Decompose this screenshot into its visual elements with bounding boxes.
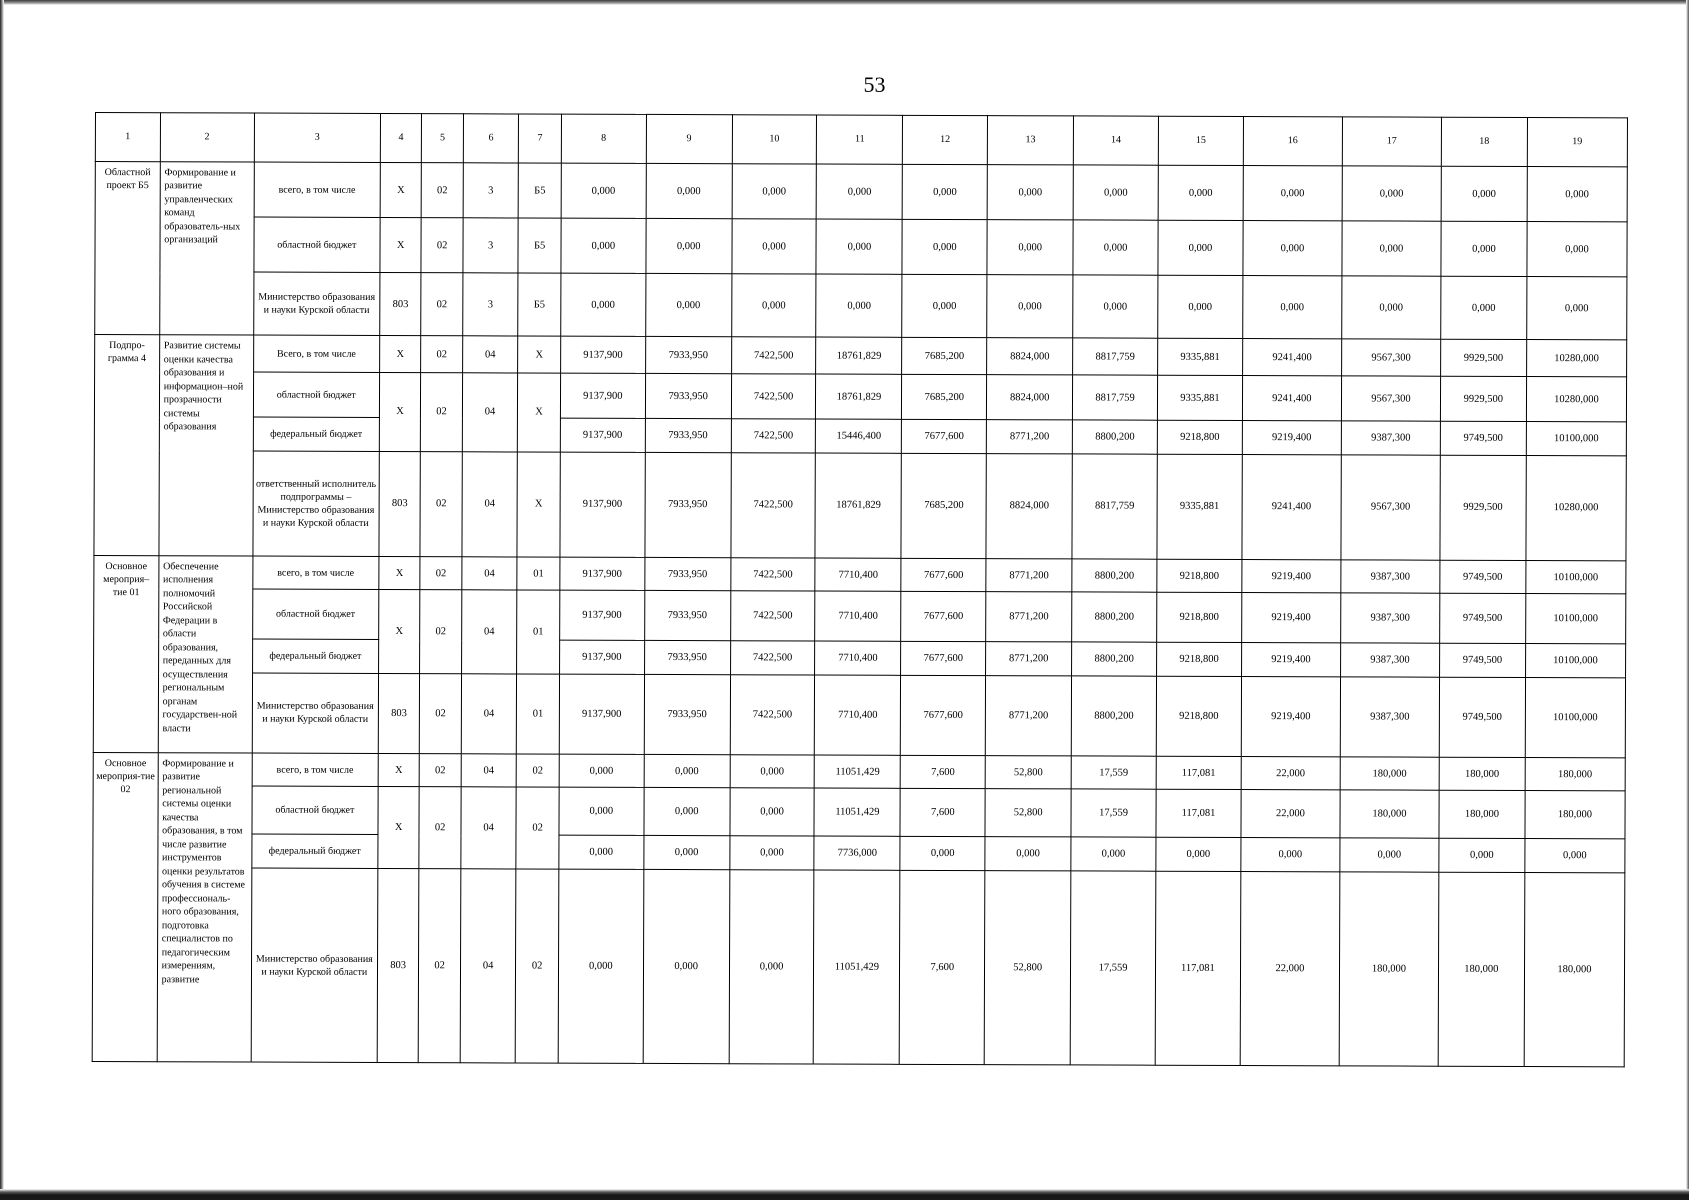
code-c5-cell: 02	[420, 753, 462, 787]
code-c7-cell: X	[518, 336, 561, 373]
value-cell: 7933,950	[645, 337, 731, 374]
value-cell: 0,000	[561, 218, 646, 273]
header-cell: 19	[1527, 117, 1627, 166]
value-cell: 0,000	[730, 788, 815, 836]
program-code-cell: Основное мероприя-тие 02	[92, 752, 158, 1061]
value-cell: 0,000	[646, 163, 732, 218]
header-cell: 18	[1441, 117, 1527, 166]
value-cell: 7685,200	[901, 453, 986, 558]
value-cell: 0,000	[817, 164, 903, 219]
code-c7-cell: X	[518, 373, 561, 452]
code-c5-cell: 02	[420, 674, 462, 754]
value-cell: 11051,429	[815, 755, 901, 789]
value-cell: 15446,400	[816, 419, 902, 453]
code-c4-cell: X	[378, 787, 420, 869]
value-cell: 0,000	[732, 219, 817, 274]
value-cell: 11051,429	[814, 788, 900, 836]
funding-source-cell: федеральный бюджет	[253, 417, 379, 451]
program-code-cell: Подпро-грамма 4	[94, 335, 159, 556]
table-row	[94, 450, 1626, 560]
program-name-cell: Обеспечение исполнения полномочий Российской Федерации в области образования, переданных для осуществления региональным органам государствен-ной власти	[158, 556, 253, 753]
code-c7-cell: X	[517, 452, 560, 557]
value-cell: 7677,600	[901, 592, 986, 642]
value-cell: 7710,400	[815, 558, 901, 592]
header-cell: 6	[463, 114, 519, 163]
value-cell: 180,000	[1340, 790, 1439, 838]
code-c5-cell: 02	[420, 590, 462, 674]
value-cell: 8771,200	[986, 592, 1072, 642]
value-cell: 10100,000	[1525, 678, 1625, 758]
value-cell: 7933,950	[644, 675, 730, 755]
table-row	[93, 673, 1625, 758]
value-cell: 7677,600	[902, 419, 987, 453]
value-cell: 180,000	[1524, 873, 1625, 1067]
value-cell: 17,559	[1071, 789, 1156, 837]
value-cell: 0,000	[900, 837, 985, 871]
value-cell: 10100,000	[1525, 644, 1625, 678]
value-cell: 180,000	[1525, 791, 1625, 839]
code-c5-cell: 02	[421, 273, 463, 336]
value-cell: 9137,900	[560, 557, 645, 591]
scan-edge-top	[0, 0, 1689, 5]
code-c7-cell: 01	[517, 590, 560, 674]
funding-source-cell: федеральный бюджет	[252, 640, 378, 674]
code-c7-cell: 02	[517, 754, 560, 788]
funding-source-cell: областной бюджет	[252, 590, 378, 640]
value-cell: 8824,000	[987, 338, 1073, 375]
value-cell: 17,559	[1071, 756, 1156, 790]
value-cell: 7677,600	[901, 642, 986, 676]
value-cell: 7677,600	[901, 675, 986, 755]
value-cell: 9137,900	[560, 373, 645, 418]
header-cell: 7	[519, 114, 562, 163]
funding-source-cell: Министерство образования и науки Курской области	[252, 673, 379, 753]
value-cell: 9335,881	[1157, 375, 1242, 420]
value-cell: 0,000	[987, 220, 1073, 275]
value-cell: 0,000	[559, 788, 644, 836]
code-c5-cell: 02	[419, 869, 461, 1063]
funding-source-cell: Министерство образования и науки Курской области	[253, 272, 380, 336]
value-cell: 0,000	[985, 837, 1071, 871]
funding-source-cell: всего, в том числе	[252, 556, 378, 590]
code-c6-cell: 04	[462, 373, 518, 452]
value-cell: 7422,500	[730, 641, 815, 675]
code-c7-cell: 01	[517, 557, 560, 591]
code-c4-cell: X	[380, 336, 422, 373]
value-cell: 0,000	[644, 836, 730, 870]
value-cell: 9387,300	[1340, 643, 1439, 677]
value-cell: 0,000	[1439, 839, 1525, 873]
header-cell: 3	[254, 113, 380, 162]
header-cell: 13	[988, 116, 1074, 165]
value-cell: 9387,300	[1341, 421, 1440, 455]
value-cell: 9219,400	[1242, 421, 1341, 455]
value-cell: 9137,900	[559, 674, 644, 754]
funding-source-cell: ответственный исполнитель подпрограммы – Министерство образования и науки Курской области	[253, 451, 380, 557]
value-cell: 10280,000	[1526, 377, 1626, 422]
value-cell: 7685,200	[902, 374, 987, 419]
value-cell: 0,000	[644, 788, 730, 836]
value-cell: 8771,200	[985, 676, 1071, 756]
code-c5-cell: 02	[420, 556, 462, 590]
funding-source-cell: областной бюджет	[252, 786, 378, 834]
value-cell: 0,000	[1527, 277, 1627, 341]
value-cell: 0,000	[732, 164, 817, 219]
header-cell: 10	[732, 115, 817, 164]
table-row	[94, 589, 1626, 644]
funding-source-cell: всего, в том числе	[252, 753, 378, 787]
value-cell: 7422,500	[730, 591, 815, 641]
value-cell: 9218,800	[1157, 420, 1242, 454]
value-cell: 8817,759	[1073, 375, 1158, 420]
value-cell: 180,000	[1340, 757, 1439, 791]
value-cell: 8800,200	[1071, 676, 1156, 756]
value-cell: 0,000	[1158, 275, 1243, 339]
value-cell: 9335,881	[1158, 339, 1243, 376]
value-cell: 9749,500	[1439, 677, 1525, 757]
table-row	[95, 217, 1627, 277]
value-cell: 117,081	[1155, 871, 1241, 1065]
value-cell: 7933,950	[645, 374, 731, 419]
value-cell: 9387,300	[1341, 560, 1440, 594]
value-cell: 7933,950	[645, 418, 731, 452]
code-c4-cell: X	[380, 162, 422, 217]
value-cell: 8817,759	[1073, 338, 1158, 375]
value-cell: 9929,500	[1440, 376, 1526, 421]
value-cell: 0,000	[1340, 838, 1439, 872]
code-c7-cell: 02	[516, 869, 559, 1063]
value-cell: 7736,000	[814, 836, 900, 870]
value-cell: 7,600	[900, 755, 985, 789]
value-cell: 0,000	[1073, 275, 1158, 339]
value-cell: 7422,500	[731, 452, 816, 557]
value-cell: 8771,200	[986, 558, 1072, 592]
value-cell: 7933,950	[645, 557, 731, 591]
code-c7-cell: Б5	[519, 163, 562, 218]
value-cell: 9218,800	[1156, 676, 1241, 756]
value-cell: 180,000	[1438, 872, 1525, 1066]
header-cell: 8	[561, 114, 646, 163]
code-c4-cell: 803	[380, 273, 422, 336]
value-cell: 0,000	[987, 165, 1073, 220]
value-cell: 9137,900	[560, 418, 645, 452]
header-cell: 11	[817, 115, 903, 164]
value-cell: 9218,800	[1157, 593, 1242, 643]
value-cell: 7422,500	[731, 337, 816, 374]
code-c4-cell: X	[378, 590, 420, 674]
funding-source-cell: всего, в том числе	[254, 162, 381, 218]
value-cell: 0,000	[902, 274, 987, 338]
value-cell: 52,800	[985, 789, 1071, 837]
table-row	[93, 752, 1625, 791]
program-code-cell: Областной проект Б5	[95, 161, 160, 335]
table-row	[93, 786, 1625, 839]
value-cell: 9929,500	[1441, 340, 1527, 377]
value-cell: 9749,500	[1440, 594, 1526, 644]
value-cell: 11051,429	[814, 870, 901, 1064]
value-cell: 8824,000	[987, 375, 1073, 420]
value-cell: 0,000	[729, 870, 815, 1064]
value-cell: 17,559	[1070, 871, 1156, 1065]
value-cell: 7933,950	[644, 641, 730, 675]
value-cell: 0,000	[1342, 221, 1441, 276]
value-cell: 0,000	[1156, 838, 1241, 872]
code-c6-cell: 04	[461, 590, 517, 674]
code-c6-cell: 04	[461, 754, 517, 788]
funding-source-cell: областной бюджет	[253, 372, 379, 417]
code-c6-cell: 04	[462, 557, 518, 591]
value-cell: 180,000	[1339, 872, 1439, 1066]
code-c5-cell: 02	[422, 163, 464, 218]
value-cell: 0,000	[729, 836, 814, 870]
value-cell: 0,000	[902, 219, 987, 274]
value-cell: 0,000	[1342, 166, 1441, 221]
budget-table	[92, 112, 1628, 1067]
value-cell: 9749,500	[1440, 421, 1526, 455]
value-cell: 0,000	[1441, 166, 1527, 221]
code-c5-cell: 02	[421, 336, 463, 373]
code-c6-cell: 04	[461, 674, 517, 754]
program-code-cell: Основное мероприя–тие 01	[93, 555, 158, 752]
code-c4-cell: X	[378, 753, 420, 787]
value-cell: 0,000	[644, 754, 730, 788]
value-cell: 7422,500	[730, 558, 815, 592]
value-cell: 18761,829	[816, 374, 902, 419]
code-c4-cell: 803	[378, 674, 420, 754]
funding-source-cell: Всего, в том числе	[253, 335, 379, 372]
value-cell: 7677,600	[901, 558, 986, 592]
value-cell: 9219,400	[1241, 677, 1340, 757]
value-cell: 9387,300	[1340, 677, 1439, 757]
value-cell: 7710,400	[815, 675, 901, 755]
table-row	[94, 417, 1626, 456]
program-name-cell: Развитие системы оценки качества образования и информацион–ной прозрачности системы образования	[159, 335, 254, 556]
value-cell: 180,000	[1439, 757, 1525, 791]
value-cell: 7710,400	[815, 592, 901, 642]
value-cell: 0,000	[1527, 222, 1627, 277]
value-cell: 9749,500	[1440, 560, 1526, 594]
value-cell: 0,000	[816, 219, 902, 274]
value-cell: 9241,400	[1242, 339, 1341, 376]
value-cell: 0,000	[561, 163, 646, 218]
value-cell: 9567,300	[1341, 376, 1440, 421]
header-cell: 15	[1158, 116, 1243, 165]
header-cell: 14	[1073, 116, 1158, 165]
code-c5-cell: 02	[421, 218, 463, 273]
value-cell: 0,000	[1071, 837, 1156, 871]
value-cell: 9567,300	[1341, 339, 1440, 376]
value-cell: 9137,900	[560, 452, 645, 557]
code-c4-cell: 803	[379, 451, 421, 556]
value-cell: 0,000	[1243, 221, 1342, 276]
value-cell: 0,000	[987, 275, 1073, 339]
value-cell: 0,000	[1441, 276, 1527, 340]
code-c6-cell: 3	[463, 163, 519, 218]
value-cell: 0,000	[1073, 220, 1158, 275]
value-cell: 10100,000	[1526, 422, 1626, 456]
code-c4-cell: X	[380, 218, 422, 273]
value-cell: 0,000	[730, 754, 815, 788]
value-cell: 22,000	[1240, 872, 1340, 1066]
code-c7-cell: 01	[517, 674, 560, 754]
value-cell: 0,000	[559, 835, 644, 869]
code-c5-cell: 02	[421, 373, 463, 452]
value-cell: 7933,950	[644, 591, 730, 641]
funding-source-cell: Министерство образования и науки Курской области	[251, 868, 378, 1062]
page-number: 53	[863, 72, 886, 97]
header-cell: 12	[903, 115, 988, 164]
value-cell: 8800,200	[1072, 642, 1157, 676]
value-cell: 0,000	[731, 274, 816, 338]
code-c4-cell: 803	[377, 869, 419, 1063]
code-c6-cell: 3	[463, 273, 519, 336]
code-c7-cell: Б5	[518, 218, 561, 273]
header-cell: 4	[380, 113, 422, 162]
value-cell: 0,000	[1243, 165, 1342, 220]
value-cell: 117,081	[1156, 756, 1241, 790]
value-cell: 9219,400	[1242, 593, 1341, 643]
value-cell: 7,600	[900, 789, 985, 837]
value-cell: 0,000	[902, 164, 987, 219]
table-row	[95, 272, 1627, 341]
value-cell: 0,000	[1527, 166, 1627, 221]
value-cell: 52,800	[985, 755, 1071, 789]
value-cell: 180,000	[1525, 757, 1625, 791]
value-cell: 9219,400	[1242, 559, 1341, 593]
table-row	[92, 868, 1625, 1067]
code-c6-cell: 04	[461, 787, 517, 869]
header-cell: 5	[422, 114, 464, 163]
code-c4-cell: X	[379, 556, 421, 590]
value-cell: 0,000	[1525, 839, 1625, 873]
table-row	[94, 372, 1626, 422]
funding-source-cell: федеральный бюджет	[252, 834, 378, 868]
value-cell: 0,000	[1158, 165, 1243, 220]
value-cell: 8771,200	[986, 642, 1072, 676]
code-c5-cell: 02	[419, 787, 461, 869]
value-cell: 0,000	[645, 274, 731, 338]
value-cell: 9335,881	[1157, 454, 1242, 559]
header-cell: 1	[95, 113, 160, 162]
value-cell: 9241,400	[1242, 454, 1341, 559]
value-cell: 0,000	[1342, 276, 1441, 340]
value-cell: 8771,200	[987, 420, 1073, 454]
value-cell: 9137,900	[559, 591, 644, 641]
value-cell: 52,800	[984, 871, 1071, 1065]
value-cell: 10280,000	[1526, 340, 1626, 377]
value-cell: 18761,829	[816, 337, 902, 374]
value-cell: 7,600	[900, 870, 986, 1064]
value-cell: 0,000	[816, 274, 902, 338]
program-name-cell: Формирование и развитие региональной системы оценки качества образования, в том числе развитие инструментов оценки результатов обучения в системе профессиональ-ного образования, подготовка специалистов по педагогическим измерениям, развитие	[157, 752, 252, 1062]
value-cell: 0,000	[643, 869, 730, 1063]
value-cell: 9929,500	[1440, 455, 1526, 560]
table-row	[95, 161, 1627, 221]
header-cell: 16	[1243, 117, 1342, 166]
value-cell: 0,000	[646, 218, 732, 273]
value-cell: 7710,400	[815, 642, 901, 676]
scan-edge-bottom	[0, 1189, 1689, 1200]
table-row	[94, 639, 1626, 678]
funding-source-cell: областной бюджет	[254, 217, 381, 273]
value-cell: 8800,200	[1072, 592, 1157, 642]
table-body	[92, 113, 1627, 1067]
value-cell: 8800,200	[1072, 559, 1157, 593]
table-row	[93, 834, 1625, 873]
scan-edge-left	[0, 0, 4, 1200]
value-cell: 8800,200	[1072, 420, 1157, 454]
header-cell: 2	[160, 113, 254, 162]
value-cell: 0,000	[1073, 165, 1158, 220]
value-cell: 22,000	[1241, 790, 1340, 838]
value-cell: 0,000	[561, 273, 646, 337]
value-cell: 0,000	[1241, 838, 1340, 872]
code-c6-cell: 04	[460, 869, 516, 1063]
value-cell: 9137,900	[560, 337, 645, 374]
value-cell: 0,000	[1441, 221, 1527, 276]
value-cell: 9219,400	[1241, 643, 1340, 677]
value-cell: 7422,500	[731, 419, 816, 453]
value-cell: 8817,759	[1072, 454, 1157, 559]
value-cell: 9567,300	[1341, 455, 1440, 560]
value-cell: 8824,000	[986, 453, 1072, 558]
value-cell: 9241,400	[1242, 376, 1341, 421]
value-cell: 180,000	[1439, 791, 1525, 839]
table-row	[94, 555, 1626, 594]
value-cell: 7422,500	[730, 675, 815, 755]
code-c7-cell: 02	[516, 787, 559, 869]
value-cell: 9387,300	[1341, 593, 1440, 643]
table-row	[95, 335, 1627, 377]
value-cell: 10100,000	[1525, 594, 1625, 644]
header-cell: 9	[646, 114, 732, 163]
code-c7-cell: Б5	[518, 273, 561, 336]
code-c6-cell: 04	[462, 452, 518, 557]
value-cell: 7685,200	[902, 338, 987, 375]
code-c5-cell: 02	[420, 451, 462, 556]
program-name-cell: Формирование и развитие управленческих команд образователь-ных организаций	[159, 162, 254, 336]
value-cell: 0,000	[559, 754, 644, 788]
header-cell: 17	[1342, 117, 1441, 166]
code-c6-cell: 04	[462, 336, 518, 373]
code-c4-cell: X	[379, 373, 421, 452]
value-cell: 9218,800	[1157, 559, 1242, 593]
value-cell: 7933,950	[645, 452, 731, 557]
value-cell: 9137,900	[559, 641, 644, 675]
value-cell: 22,000	[1241, 756, 1340, 790]
value-cell: 9749,500	[1439, 644, 1525, 678]
value-cell: 10280,000	[1526, 455, 1627, 560]
value-cell: 0,000	[1243, 276, 1342, 340]
value-cell: 10100,000	[1526, 560, 1626, 594]
header-row	[95, 113, 1627, 167]
value-cell: 0,000	[558, 869, 644, 1063]
value-cell: 7422,500	[731, 374, 816, 419]
value-cell: 117,081	[1156, 790, 1241, 838]
value-cell: 9218,800	[1157, 643, 1242, 677]
value-cell: 0,000	[1158, 220, 1243, 275]
value-cell: 18761,829	[815, 453, 901, 558]
code-c6-cell: 3	[463, 218, 519, 273]
